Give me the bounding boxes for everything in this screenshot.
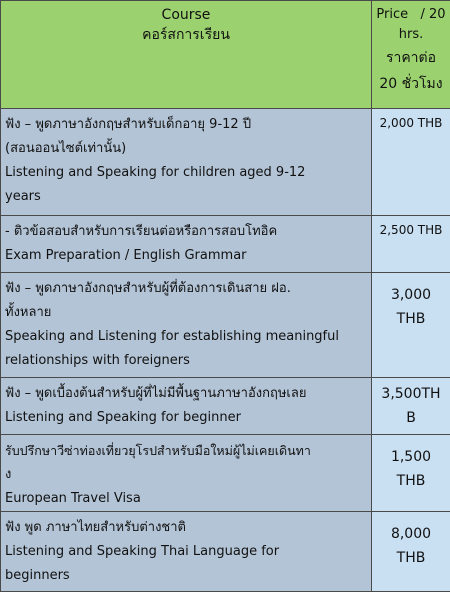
course-title-en-cont: beginners xyxy=(5,564,365,588)
price-column-header xyxy=(372,1,450,109)
price-value: 8,000 xyxy=(372,522,450,546)
price-cell xyxy=(372,216,450,273)
price-cell xyxy=(372,109,450,216)
course-cell xyxy=(1,435,372,512)
table-row xyxy=(1,378,450,435)
course-title-en: Speaking and Listening for establishing meaningful xyxy=(5,325,365,349)
course-column-header xyxy=(1,1,372,109)
course-title-th-cont: ทั้งหลาย xyxy=(5,301,365,325)
course-header-th: คอร์สการเรียน xyxy=(1,25,371,45)
price-currency: THB xyxy=(372,546,450,570)
course-cell xyxy=(1,109,372,216)
course-title-en-cont: years xyxy=(5,185,365,209)
course-title-en: Listening and Speaking for children aged 9-12 xyxy=(5,161,365,185)
price-value: 3,000 xyxy=(372,283,450,307)
price-cell xyxy=(372,512,450,592)
table-row xyxy=(1,216,450,273)
course-title-en: European Travel Visa xyxy=(5,487,365,511)
course-title-en-cont: relationships with foreigners xyxy=(5,349,365,373)
course-title-th-cont: (สอนออนไซต์เท่านั้น) xyxy=(5,137,365,161)
price-currency: B xyxy=(372,406,450,430)
price-header-line2: hrs. xyxy=(372,25,450,45)
course-cell xyxy=(1,273,372,378)
table-row xyxy=(1,512,450,592)
course-title-th-cont: ง xyxy=(5,463,365,487)
table-row xyxy=(1,109,450,216)
course-title-th: ฟัง – พูดเบื้องต้นสำหรับผู้ที่ไม่มีพื้นฐานภาษาอังกฤษเลย xyxy=(5,382,365,406)
course-title-th: รับปรึกษาวีซ่าท่องเที่ยวยุโรปสำหรับมือใหม่ผู้ไม่เคยเดินทา xyxy=(5,439,365,463)
course-cell xyxy=(1,512,372,592)
price-header-line4: 20 ชั่วโมง xyxy=(372,71,450,97)
course-header-en: Course xyxy=(1,5,371,25)
course-title-en: Listening and Speaking for beginner xyxy=(5,406,365,430)
course-title-th: ฟัง พูด ภาษาไทยสำหรับต่างชาติ xyxy=(5,516,365,540)
price-cell xyxy=(372,378,450,435)
table-row xyxy=(1,435,450,512)
course-title-th: ฟัง – พูดภาษาอังกฤษสำหรับเด็กอายุ 9-12 ปี xyxy=(5,113,365,137)
price-currency: THB xyxy=(372,469,450,493)
course-title-en: Listening and Speaking Thai Language for xyxy=(5,540,365,564)
price-value: 3,500TH xyxy=(372,382,450,406)
price-header-line1: Price / 20 xyxy=(372,5,450,25)
course-title-th: ฟัง – พูดภาษาอังกฤษสำหรับผู้ที่ต้องการเดินสาย ฝอ. xyxy=(5,277,365,301)
price-cell xyxy=(372,435,450,512)
price-value: 2,000 THB xyxy=(372,115,450,131)
course-title-en: Exam Preparation / English Grammar xyxy=(5,244,365,268)
course-cell xyxy=(1,378,372,435)
course-cell xyxy=(1,216,372,273)
table-header-row xyxy=(1,1,450,109)
price-cell xyxy=(372,273,450,378)
table-row xyxy=(1,273,450,378)
price-value: 2,500 THB xyxy=(372,222,450,238)
price-header-line3: ราคาต่อ xyxy=(372,45,450,71)
price-value: 1,500 xyxy=(372,445,450,469)
course-title-th: - ติวข้อสอบสำหรับการเรียนต่อหรือการสอบโทอิค xyxy=(5,220,365,244)
price-currency: THB xyxy=(372,307,450,331)
